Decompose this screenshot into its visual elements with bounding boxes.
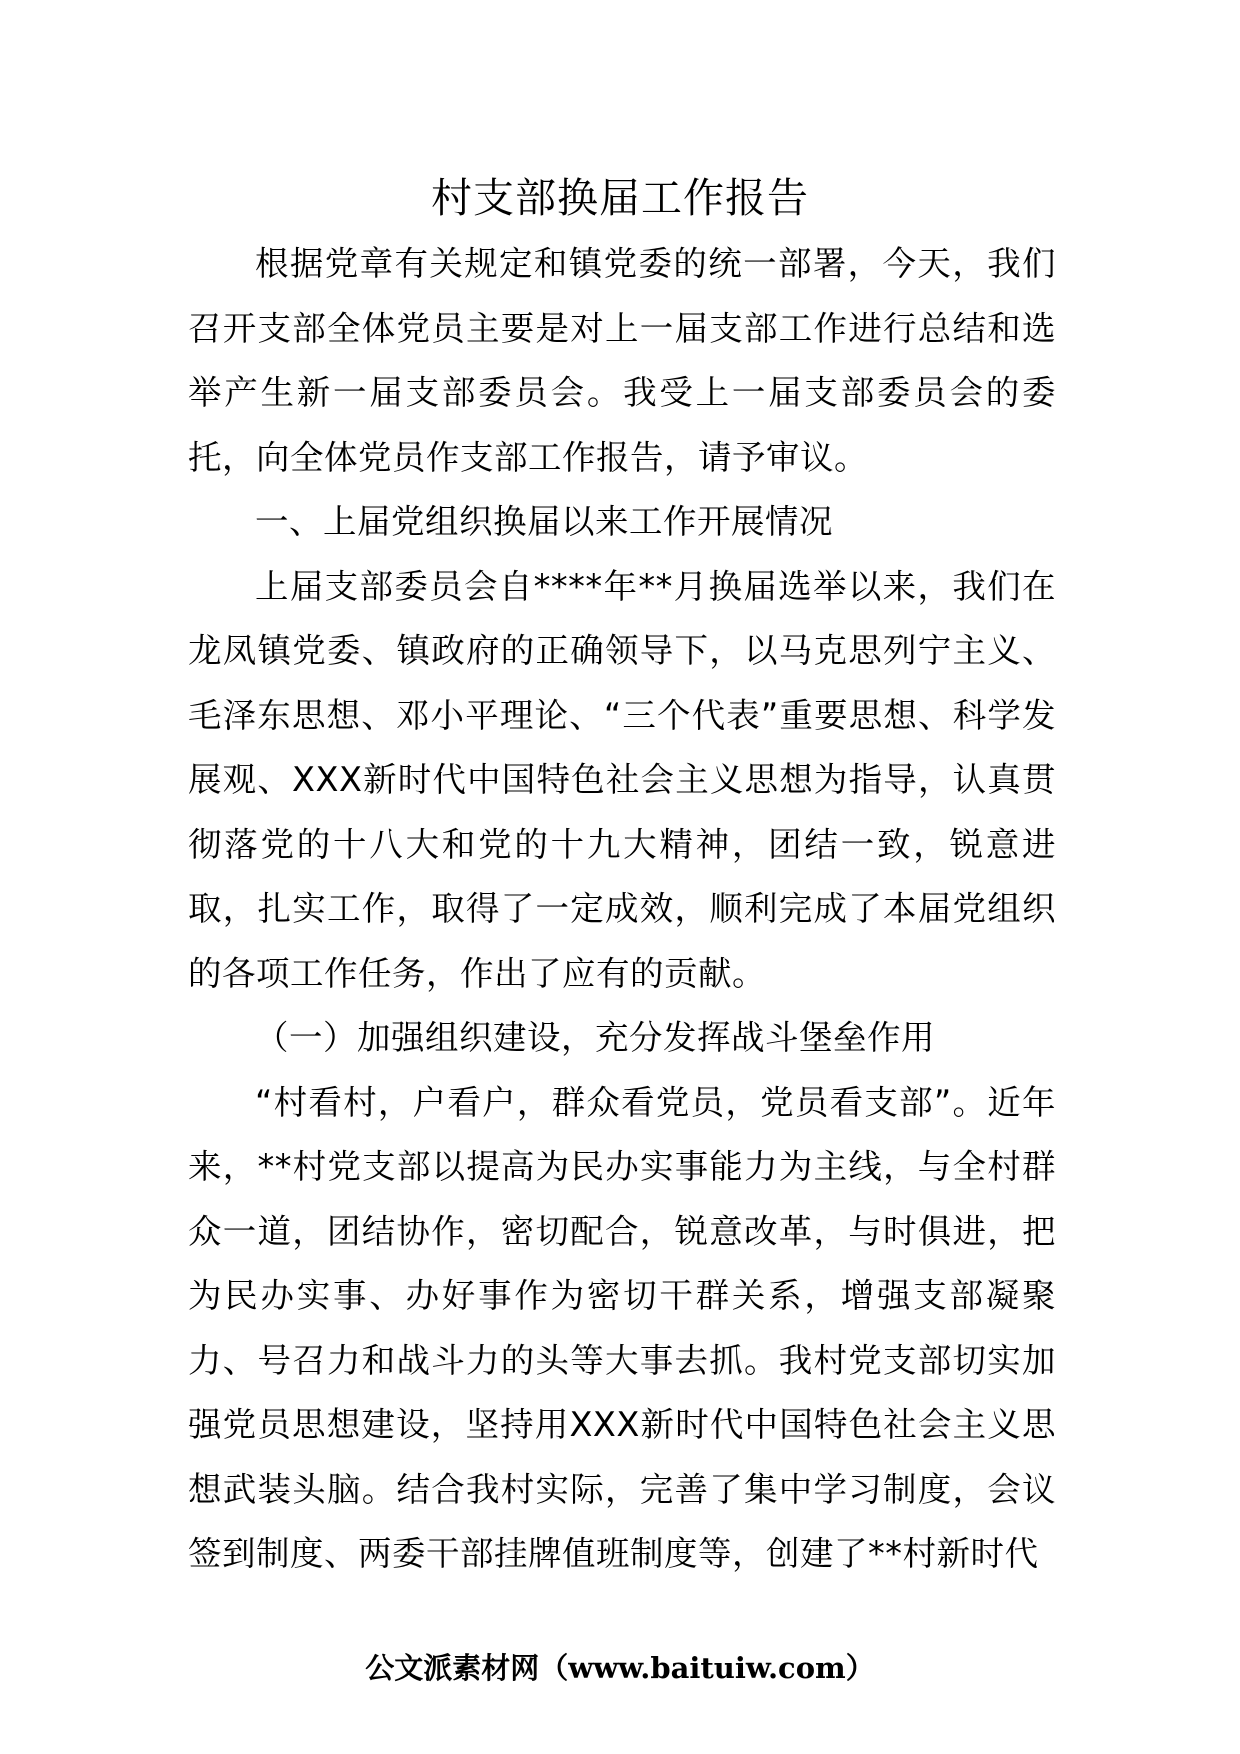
paragraph-organization: “村看村，户看户，群众看党员，党员看支部”。近年来，**村党支部以提高为民办实事能力为主线，与全村群众一道，团结协作，密切配合，锐意改革，与时俱进，把为民办实事、办好事作为密切干群关系，增强支部凝聚力、号召力和战斗力的头等大事去抓。我村党支部切实加强党员思想建设，坚持用XXX新时代中国特色社会主义思想武装头脑。结合我村实际，完善了集中学习制度，会议签到制度、两委干部挂牌值班制度等，创建了**村新时代	[188, 1082, 1056, 1573]
paragraph-intro: 根据党章有关规定和镇党委的统一部署，今天，我们召开支部全体党员主要是对上一届支部工作进行总结和选举产生新一届支部委员会。我受上一届支部委员会的委托，向全体党员作支部工作报告，请予审议。	[188, 244, 1056, 477]
footer-watermark: 公文派素材网（www.baituiw.com）	[365, 1651, 875, 1685]
subsection-heading-1: （一）加强组织建设，充分发挥战斗堡垒作用	[255, 1018, 935, 1057]
document-title: 村支部换届工作报告	[431, 174, 809, 222]
document-body	[188, 232, 1056, 1587]
paragraph-work-overview: 上届支部委员会自****年**月换届选举以来，我们在龙凤镇党委、镇政府的正确领导下，以马克思列宁主义、毛泽东思想、邓小平理论、“三个代表”重要思想、科学发展观、XXX新时代中国特色社会主义思想为指导，认真贯彻落党的十八大和党的十九大精神，团结一致，锐意进取，扎实工作，取得了一定成效，顺利完成了本届党组织的各项工作任务，作出了应有的贡献。	[188, 566, 1056, 993]
section-heading-1: 一、上届党组织换届以来工作开展情况	[255, 502, 833, 541]
